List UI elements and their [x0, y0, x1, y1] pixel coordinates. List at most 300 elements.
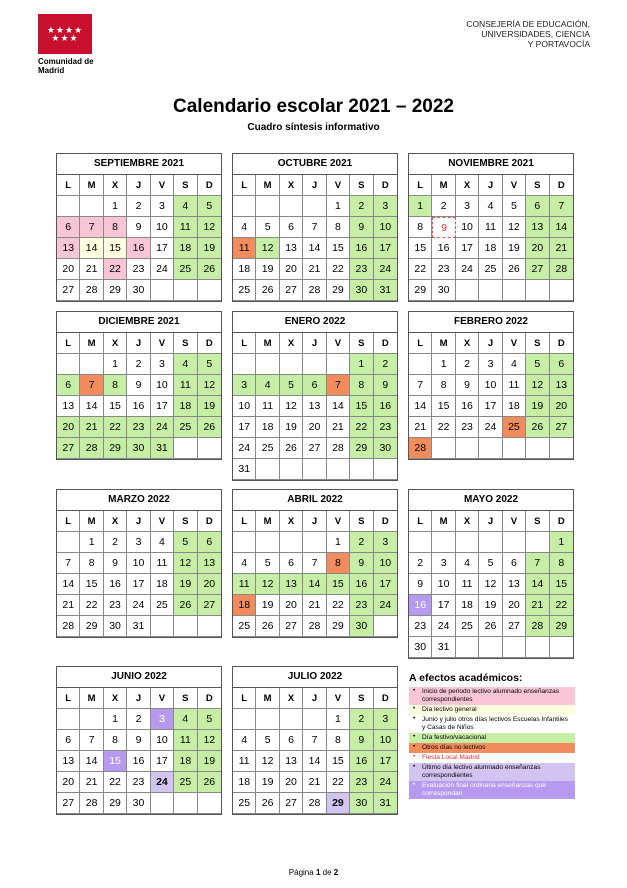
empty-cell — [432, 438, 455, 459]
month-title: DICIEMBRE 2021 — [57, 312, 221, 333]
day-cell: 26 — [479, 616, 502, 637]
page-subtitle: Cuadro síntesis informativo — [247, 122, 380, 133]
day-cell: 23 — [350, 772, 373, 793]
day-cell: 2 — [127, 709, 150, 730]
day-cell: 27 — [57, 793, 80, 814]
day-cell: 11 — [151, 553, 174, 574]
day-cell: 15 — [327, 574, 350, 595]
day-cell: 4 — [256, 375, 279, 396]
empty-cell — [280, 709, 303, 730]
day-cell: 14 — [526, 574, 549, 595]
weekday-header: D — [374, 175, 397, 196]
weekday-header: D — [550, 175, 573, 196]
empty-cell — [327, 354, 350, 375]
weekday-header: S — [174, 688, 197, 709]
empty-cell — [409, 532, 432, 553]
day-cell: 25 — [233, 616, 256, 637]
day-cell: 17 — [479, 396, 502, 417]
day-cell: 16 — [127, 751, 150, 772]
month-calendar — [408, 311, 574, 460]
day-cell: 17 — [456, 238, 479, 259]
day-cell: 18 — [503, 396, 526, 417]
day-cell: 11 — [503, 375, 526, 396]
day-cell: 23 — [104, 595, 127, 616]
day-cell: 22 — [350, 417, 373, 438]
day-cell: 11 — [233, 238, 256, 259]
day-cell: 28 — [409, 438, 432, 459]
empty-cell — [503, 438, 526, 459]
legend-item: • Inicio de periodo lectivo alumnado enseñanzas correspondientes — [409, 687, 575, 705]
weekday-header: X — [456, 511, 479, 532]
day-cell: 5 — [198, 709, 221, 730]
month-calendar — [408, 153, 574, 302]
day-cell: 16 — [374, 396, 397, 417]
empty-cell — [303, 196, 326, 217]
legend — [409, 672, 575, 799]
day-cell: 30 — [409, 637, 432, 658]
day-cell: 18 — [174, 238, 197, 259]
day-cell: 29 — [550, 616, 573, 637]
empty-cell — [198, 616, 221, 637]
day-cell: 21 — [526, 595, 549, 616]
day-cell: 31 — [151, 438, 174, 459]
day-cell: 6 — [550, 354, 573, 375]
day-cell: 7 — [327, 375, 350, 396]
day-cell: 20 — [280, 595, 303, 616]
day-cell: 7 — [550, 196, 573, 217]
day-cell: 30 — [104, 616, 127, 637]
day-cell: 24 — [151, 259, 174, 280]
day-cell: 7 — [526, 553, 549, 574]
weekday-header: J — [303, 511, 326, 532]
day-cell: 13 — [503, 574, 526, 595]
day-cell: 10 — [151, 217, 174, 238]
empty-cell — [174, 280, 197, 301]
day-cell: 1 — [409, 196, 432, 217]
empty-cell — [256, 532, 279, 553]
day-cell: 29 — [104, 793, 127, 814]
day-cell: 23 — [127, 417, 150, 438]
weekday-header: V — [503, 333, 526, 354]
day-cell: 29 — [350, 438, 373, 459]
day-cell: 25 — [233, 793, 256, 814]
day-cell: 6 — [57, 217, 80, 238]
weekday-header: L — [409, 175, 432, 196]
weekday-header: J — [303, 688, 326, 709]
day-cell: 16 — [350, 238, 373, 259]
day-cell: 22 — [104, 772, 127, 793]
day-cell: 12 — [174, 553, 197, 574]
day-cell: 16 — [456, 396, 479, 417]
day-cell: 25 — [151, 595, 174, 616]
empty-cell — [174, 616, 197, 637]
weekday-header: L — [409, 333, 432, 354]
day-cell: 5 — [256, 217, 279, 238]
month-calendar — [232, 311, 398, 481]
month-calendar — [56, 153, 222, 302]
weekday-header: X — [104, 511, 127, 532]
weekday-header: J — [127, 175, 150, 196]
dept-line: Y PORTAVOCÍA — [527, 39, 590, 49]
weekday-header: V — [151, 511, 174, 532]
day-cell: 12 — [198, 730, 221, 751]
page-footer — [0, 868, 627, 877]
day-cell: 10 — [127, 553, 150, 574]
empty-cell — [233, 354, 256, 375]
day-cell: 4 — [151, 532, 174, 553]
day-cell: 19 — [503, 238, 526, 259]
weekday-header: V — [151, 333, 174, 354]
day-cell: 19 — [280, 417, 303, 438]
day-cell: 20 — [280, 772, 303, 793]
day-cell: 24 — [127, 595, 150, 616]
empty-cell — [456, 532, 479, 553]
day-cell: 4 — [456, 553, 479, 574]
day-cell: 3 — [374, 532, 397, 553]
day-cell: 25 — [174, 772, 197, 793]
weekday-header: X — [280, 688, 303, 709]
day-cell: 17 — [374, 238, 397, 259]
empty-cell — [374, 616, 397, 637]
day-cell: 4 — [233, 553, 256, 574]
weekday-header: L — [233, 688, 256, 709]
day-cell: 5 — [503, 196, 526, 217]
empty-cell — [256, 459, 279, 480]
day-cell: 14 — [80, 751, 103, 772]
empty-cell — [174, 793, 197, 814]
empty-cell — [432, 532, 455, 553]
day-cell: 26 — [280, 438, 303, 459]
empty-cell — [280, 459, 303, 480]
weekday-header: J — [127, 688, 150, 709]
day-cell: 10 — [479, 375, 502, 396]
day-cell: 13 — [303, 396, 326, 417]
legend-title: A efectos académicos: — [409, 672, 523, 684]
day-cell: 26 — [256, 793, 279, 814]
month-calendar — [232, 666, 398, 815]
day-cell: 7 — [80, 730, 103, 751]
day-cell: 9 — [104, 553, 127, 574]
day-cell: 8 — [327, 217, 350, 238]
day-cell: 25 — [479, 259, 502, 280]
day-cell: 18 — [233, 772, 256, 793]
empty-cell — [503, 532, 526, 553]
day-cell: 6 — [303, 375, 326, 396]
day-cell: 24 — [432, 616, 455, 637]
weekday-header: S — [174, 175, 197, 196]
footer-page: 1 — [315, 868, 321, 877]
day-cell: 21 — [409, 417, 432, 438]
day-cell: 10 — [456, 217, 479, 238]
day-cell: 3 — [374, 709, 397, 730]
month-calendar — [232, 153, 398, 302]
day-cell: 21 — [80, 259, 103, 280]
weekday-header: L — [409, 511, 432, 532]
day-cell: 15 — [432, 396, 455, 417]
weekday-header: J — [479, 175, 502, 196]
empty-cell — [526, 532, 549, 553]
day-cell: 26 — [256, 280, 279, 301]
day-cell: 15 — [104, 751, 127, 772]
empty-cell — [456, 438, 479, 459]
day-cell: 14 — [550, 217, 573, 238]
day-cell: 27 — [198, 595, 221, 616]
day-cell: 19 — [198, 238, 221, 259]
empty-cell — [479, 438, 502, 459]
day-cell: 24 — [374, 772, 397, 793]
empty-cell — [174, 438, 197, 459]
empty-cell — [280, 532, 303, 553]
day-cell: 24 — [151, 417, 174, 438]
empty-cell — [151, 793, 174, 814]
empty-cell — [550, 280, 573, 301]
day-cell: 8 — [80, 553, 103, 574]
day-cell: 13 — [526, 217, 549, 238]
weekday-header: M — [256, 511, 279, 532]
day-cell: 14 — [80, 396, 103, 417]
month-title: ENERO 2022 — [233, 312, 397, 333]
month-grid — [57, 333, 221, 459]
day-cell: 15 — [104, 238, 127, 259]
day-cell: 6 — [57, 730, 80, 751]
dept-line: CONSEJERÍA DE EDUCACIÓN, — [466, 19, 590, 29]
day-cell: 28 — [80, 793, 103, 814]
day-cell: 7 — [303, 730, 326, 751]
day-cell: 13 — [280, 751, 303, 772]
weekday-header: V — [151, 175, 174, 196]
day-cell: 22 — [80, 595, 103, 616]
day-cell: 13 — [57, 238, 80, 259]
legend-item: • Último día lectivo alumnado enseñanzas correspondientes — [409, 763, 575, 781]
day-cell: 18 — [151, 574, 174, 595]
weekday-header: M — [256, 688, 279, 709]
month-calendar — [56, 489, 222, 638]
weekday-header: S — [526, 333, 549, 354]
day-cell: 11 — [174, 217, 197, 238]
day-cell: 9 — [127, 217, 150, 238]
day-cell: 17 — [374, 751, 397, 772]
empty-cell — [256, 354, 279, 375]
day-cell: 21 — [303, 259, 326, 280]
day-cell: 18 — [479, 238, 502, 259]
day-cell: 19 — [174, 574, 197, 595]
empty-cell — [550, 637, 573, 658]
day-cell: 23 — [127, 772, 150, 793]
weekday-header: X — [456, 175, 479, 196]
day-cell: 12 — [256, 574, 279, 595]
day-cell: 9 — [432, 217, 455, 238]
day-cell: 27 — [280, 616, 303, 637]
day-cell: 2 — [432, 196, 455, 217]
day-cell: 31 — [374, 280, 397, 301]
day-cell: 5 — [174, 532, 197, 553]
weekday-header: X — [280, 333, 303, 354]
day-cell: 13 — [280, 238, 303, 259]
day-cell: 20 — [526, 238, 549, 259]
month-title: NOVIEMBRE 2021 — [409, 154, 573, 175]
day-cell: 3 — [479, 354, 502, 375]
day-cell: 26 — [503, 259, 526, 280]
legend-item: • Junio y julio otros días lectivos Escuelas Infantiles y Casas de Niños — [409, 715, 575, 733]
empty-cell — [327, 459, 350, 480]
day-cell: 24 — [151, 772, 174, 793]
day-cell: 28 — [526, 616, 549, 637]
day-cell: 6 — [198, 532, 221, 553]
day-cell: 13 — [550, 375, 573, 396]
day-cell: 2 — [456, 354, 479, 375]
month-title: MAYO 2022 — [409, 490, 573, 511]
day-cell: 31 — [233, 459, 256, 480]
day-cell: 29 — [409, 280, 432, 301]
weekday-header: D — [198, 511, 221, 532]
day-cell: 8 — [550, 553, 573, 574]
day-cell: 15 — [350, 396, 373, 417]
day-cell: 29 — [327, 616, 350, 637]
weekday-header: L — [57, 333, 80, 354]
day-cell: 6 — [280, 217, 303, 238]
weekday-header: D — [374, 333, 397, 354]
day-cell: 18 — [233, 259, 256, 280]
empty-cell — [151, 616, 174, 637]
day-cell: 3 — [432, 553, 455, 574]
weekday-header: L — [233, 511, 256, 532]
day-cell: 18 — [256, 417, 279, 438]
day-cell: 23 — [432, 259, 455, 280]
empty-cell — [550, 438, 573, 459]
weekday-header: M — [80, 333, 103, 354]
day-cell: 5 — [256, 730, 279, 751]
empty-cell — [256, 709, 279, 730]
day-cell: 16 — [409, 595, 432, 616]
day-cell: 2 — [409, 553, 432, 574]
day-cell: 27 — [57, 280, 80, 301]
day-cell: 9 — [374, 375, 397, 396]
day-cell: 26 — [198, 417, 221, 438]
day-cell: 29 — [327, 793, 350, 814]
logo — [38, 14, 96, 75]
day-cell: 19 — [256, 259, 279, 280]
day-cell: 10 — [374, 730, 397, 751]
day-cell: 8 — [409, 217, 432, 238]
day-cell: 21 — [327, 417, 350, 438]
day-cell: 30 — [350, 793, 373, 814]
day-cell: 30 — [432, 280, 455, 301]
day-cell: 17 — [233, 417, 256, 438]
weekday-header: S — [350, 688, 373, 709]
day-cell: 6 — [526, 196, 549, 217]
day-cell: 1 — [104, 354, 127, 375]
month-title: SEPTIEMBRE 2021 — [57, 154, 221, 175]
day-cell: 31 — [127, 616, 150, 637]
empty-cell — [233, 532, 256, 553]
day-cell: 13 — [57, 396, 80, 417]
day-cell: 2 — [127, 354, 150, 375]
weekday-header: X — [456, 333, 479, 354]
day-cell: 2 — [350, 532, 373, 553]
day-cell: 22 — [327, 595, 350, 616]
day-cell: 7 — [80, 217, 103, 238]
day-cell: 20 — [57, 417, 80, 438]
empty-cell — [374, 459, 397, 480]
weekday-header: M — [80, 511, 103, 532]
day-cell: 17 — [151, 396, 174, 417]
day-cell: 14 — [303, 574, 326, 595]
day-cell: 28 — [303, 280, 326, 301]
empty-cell — [280, 354, 303, 375]
month-grid — [233, 175, 397, 301]
day-cell: 28 — [57, 616, 80, 637]
day-cell: 30 — [127, 438, 150, 459]
day-cell: 14 — [303, 238, 326, 259]
day-cell: 21 — [80, 772, 103, 793]
day-cell: 24 — [374, 259, 397, 280]
day-cell: 5 — [198, 196, 221, 217]
day-cell: 26 — [198, 772, 221, 793]
day-cell: 16 — [127, 396, 150, 417]
weekday-header: S — [174, 511, 197, 532]
weekday-header: V — [503, 175, 526, 196]
empty-cell — [57, 709, 80, 730]
day-cell: 23 — [456, 417, 479, 438]
day-cell: 1 — [104, 196, 127, 217]
day-cell: 29 — [104, 438, 127, 459]
day-cell: 30 — [374, 438, 397, 459]
day-cell: 10 — [374, 553, 397, 574]
day-cell: 2 — [127, 196, 150, 217]
day-cell: 12 — [198, 375, 221, 396]
month-grid — [57, 175, 221, 301]
day-cell: 29 — [104, 280, 127, 301]
day-cell: 1 — [550, 532, 573, 553]
day-cell: 28 — [303, 793, 326, 814]
empty-cell — [456, 280, 479, 301]
empty-cell — [526, 280, 549, 301]
empty-cell — [80, 196, 103, 217]
month-grid — [233, 511, 397, 637]
weekday-header: J — [127, 511, 150, 532]
weekday-header: X — [280, 175, 303, 196]
weekday-header: M — [256, 333, 279, 354]
day-cell: 8 — [432, 375, 455, 396]
day-cell: 14 — [409, 396, 432, 417]
day-cell: 11 — [233, 751, 256, 772]
weekday-header: X — [280, 511, 303, 532]
day-cell: 24 — [233, 438, 256, 459]
day-cell: 25 — [256, 438, 279, 459]
day-cell: 26 — [174, 595, 197, 616]
weekday-header: L — [57, 511, 80, 532]
day-cell: 20 — [280, 259, 303, 280]
weekday-header: V — [327, 333, 350, 354]
day-cell: 1 — [327, 709, 350, 730]
day-cell: 27 — [503, 616, 526, 637]
day-cell: 24 — [479, 417, 502, 438]
logo-text: Comunidad de Madrid — [38, 57, 94, 75]
day-cell: 18 — [174, 751, 197, 772]
day-cell: 22 — [409, 259, 432, 280]
legend-item: • Otros días no lectivos — [409, 743, 575, 753]
empty-cell — [526, 637, 549, 658]
empty-cell — [57, 354, 80, 375]
day-cell: 17 — [374, 574, 397, 595]
day-cell: 3 — [151, 709, 174, 730]
month-grid — [233, 688, 397, 814]
weekday-header: S — [350, 333, 373, 354]
legend-item: • Día lectivo general — [409, 705, 575, 715]
day-cell: 7 — [303, 553, 326, 574]
day-cell: 20 — [198, 574, 221, 595]
day-cell: 6 — [503, 553, 526, 574]
